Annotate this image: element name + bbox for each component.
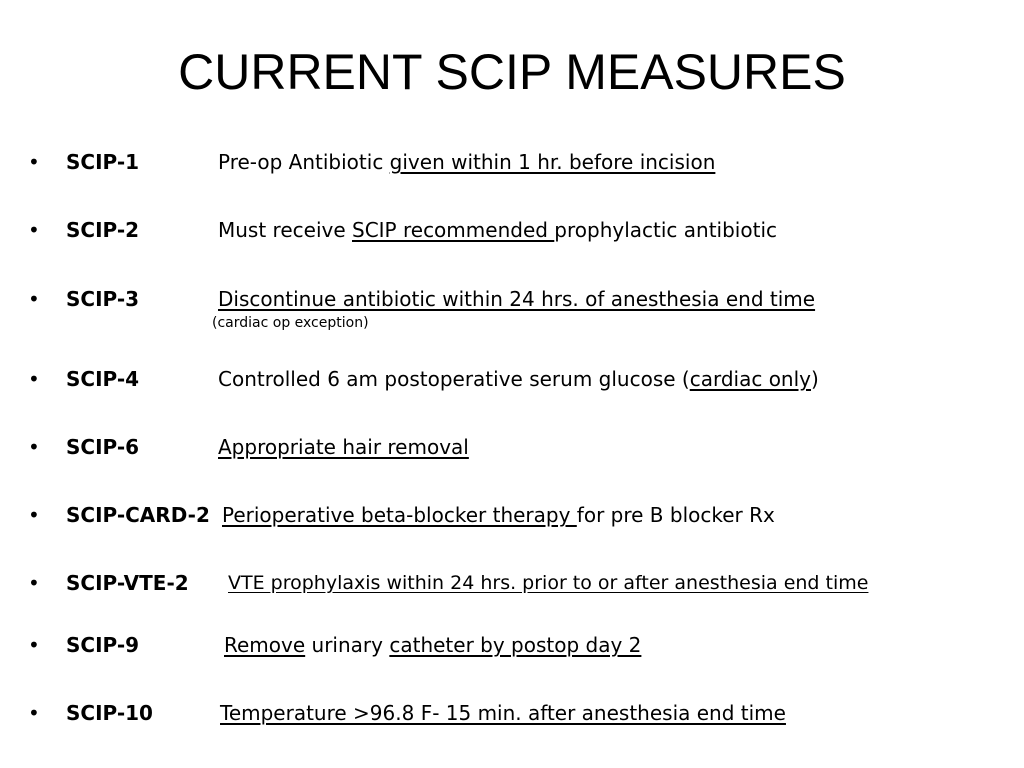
bullet: •	[28, 633, 40, 657]
description-underlined-text: Discontinue antibiotic within 24 hrs. of anesthesia end time	[218, 287, 816, 311]
measure-description	[220, 698, 786, 728]
measure-description	[228, 568, 868, 598]
bullet: •	[28, 367, 40, 391]
description-underlined-text: SCIP recommended	[352, 218, 555, 242]
measure-item-scip-10	[0, 698, 1024, 732]
measure-item-scip-9	[0, 630, 1024, 664]
description-underlined-text: Temperature >96.8 F- 15 min. after anesthesia end time	[220, 701, 786, 725]
measure-description	[222, 500, 775, 530]
measure-item-scip-2	[0, 215, 1024, 249]
description-text: Controlled 6 am postoperative serum glucose (	[218, 367, 690, 391]
measure-item-scip-3	[0, 284, 1024, 340]
measure-description	[224, 630, 641, 660]
bullet: •	[28, 435, 40, 459]
measure-code: SCIP-9	[66, 633, 140, 657]
description-text: for pre B blocker Rx	[576, 503, 775, 527]
description-underlined-text: cardiac only	[689, 367, 811, 391]
measure-description	[218, 284, 815, 314]
measure-code: SCIP-6	[66, 435, 140, 459]
measure-item-scip-6	[0, 432, 1024, 466]
bullet: •	[28, 287, 40, 311]
measure-description	[218, 432, 469, 462]
slide-title: CURRENT SCIP MEASURES	[178, 44, 846, 100]
description-underlined-text: Remove	[224, 633, 306, 657]
description-underlined-text: given within 1 hr. before incision	[389, 150, 716, 174]
measure-description	[218, 364, 819, 394]
description-underlined-text: catheter by postop day 2	[389, 633, 642, 657]
description-text: Pre-op Antibiotic	[218, 150, 390, 174]
measure-item-scip-vte-2	[0, 568, 1024, 602]
measure-item-scip-4	[0, 364, 1024, 398]
measure-code: SCIP-CARD-2	[66, 503, 210, 527]
measure-code: SCIP-1	[66, 150, 140, 174]
bullet: •	[28, 150, 40, 174]
measure-code: SCIP-10	[66, 701, 153, 725]
measure-item-scip-card-2	[0, 500, 1024, 534]
bullet: •	[28, 503, 40, 527]
measure-code: SCIP-2	[66, 218, 140, 242]
description-underlined-text: Perioperative beta-blocker therapy	[222, 503, 577, 527]
measure-note: (cardiac op exception)	[212, 315, 369, 331]
description-text: )	[811, 367, 819, 391]
description-underlined-text: VTE prophylaxis within 24 hrs. prior to or after anesthesia end time	[228, 572, 869, 594]
description-text: urinary	[305, 633, 390, 657]
bullet: •	[28, 218, 40, 242]
description-text: prophylactic antibiotic	[554, 218, 777, 242]
bullet: •	[28, 701, 40, 725]
measure-description	[218, 215, 777, 245]
measure-code: SCIP-3	[66, 287, 140, 311]
measure-item-scip-1	[0, 147, 1024, 181]
measure-code: SCIP-4	[66, 367, 140, 391]
measure-description	[218, 147, 715, 177]
bullet: •	[28, 571, 40, 595]
description-text: Must receive	[218, 218, 352, 242]
description-underlined-text: Appropriate hair removal	[218, 435, 469, 459]
measure-code: SCIP-VTE-2	[66, 571, 189, 595]
